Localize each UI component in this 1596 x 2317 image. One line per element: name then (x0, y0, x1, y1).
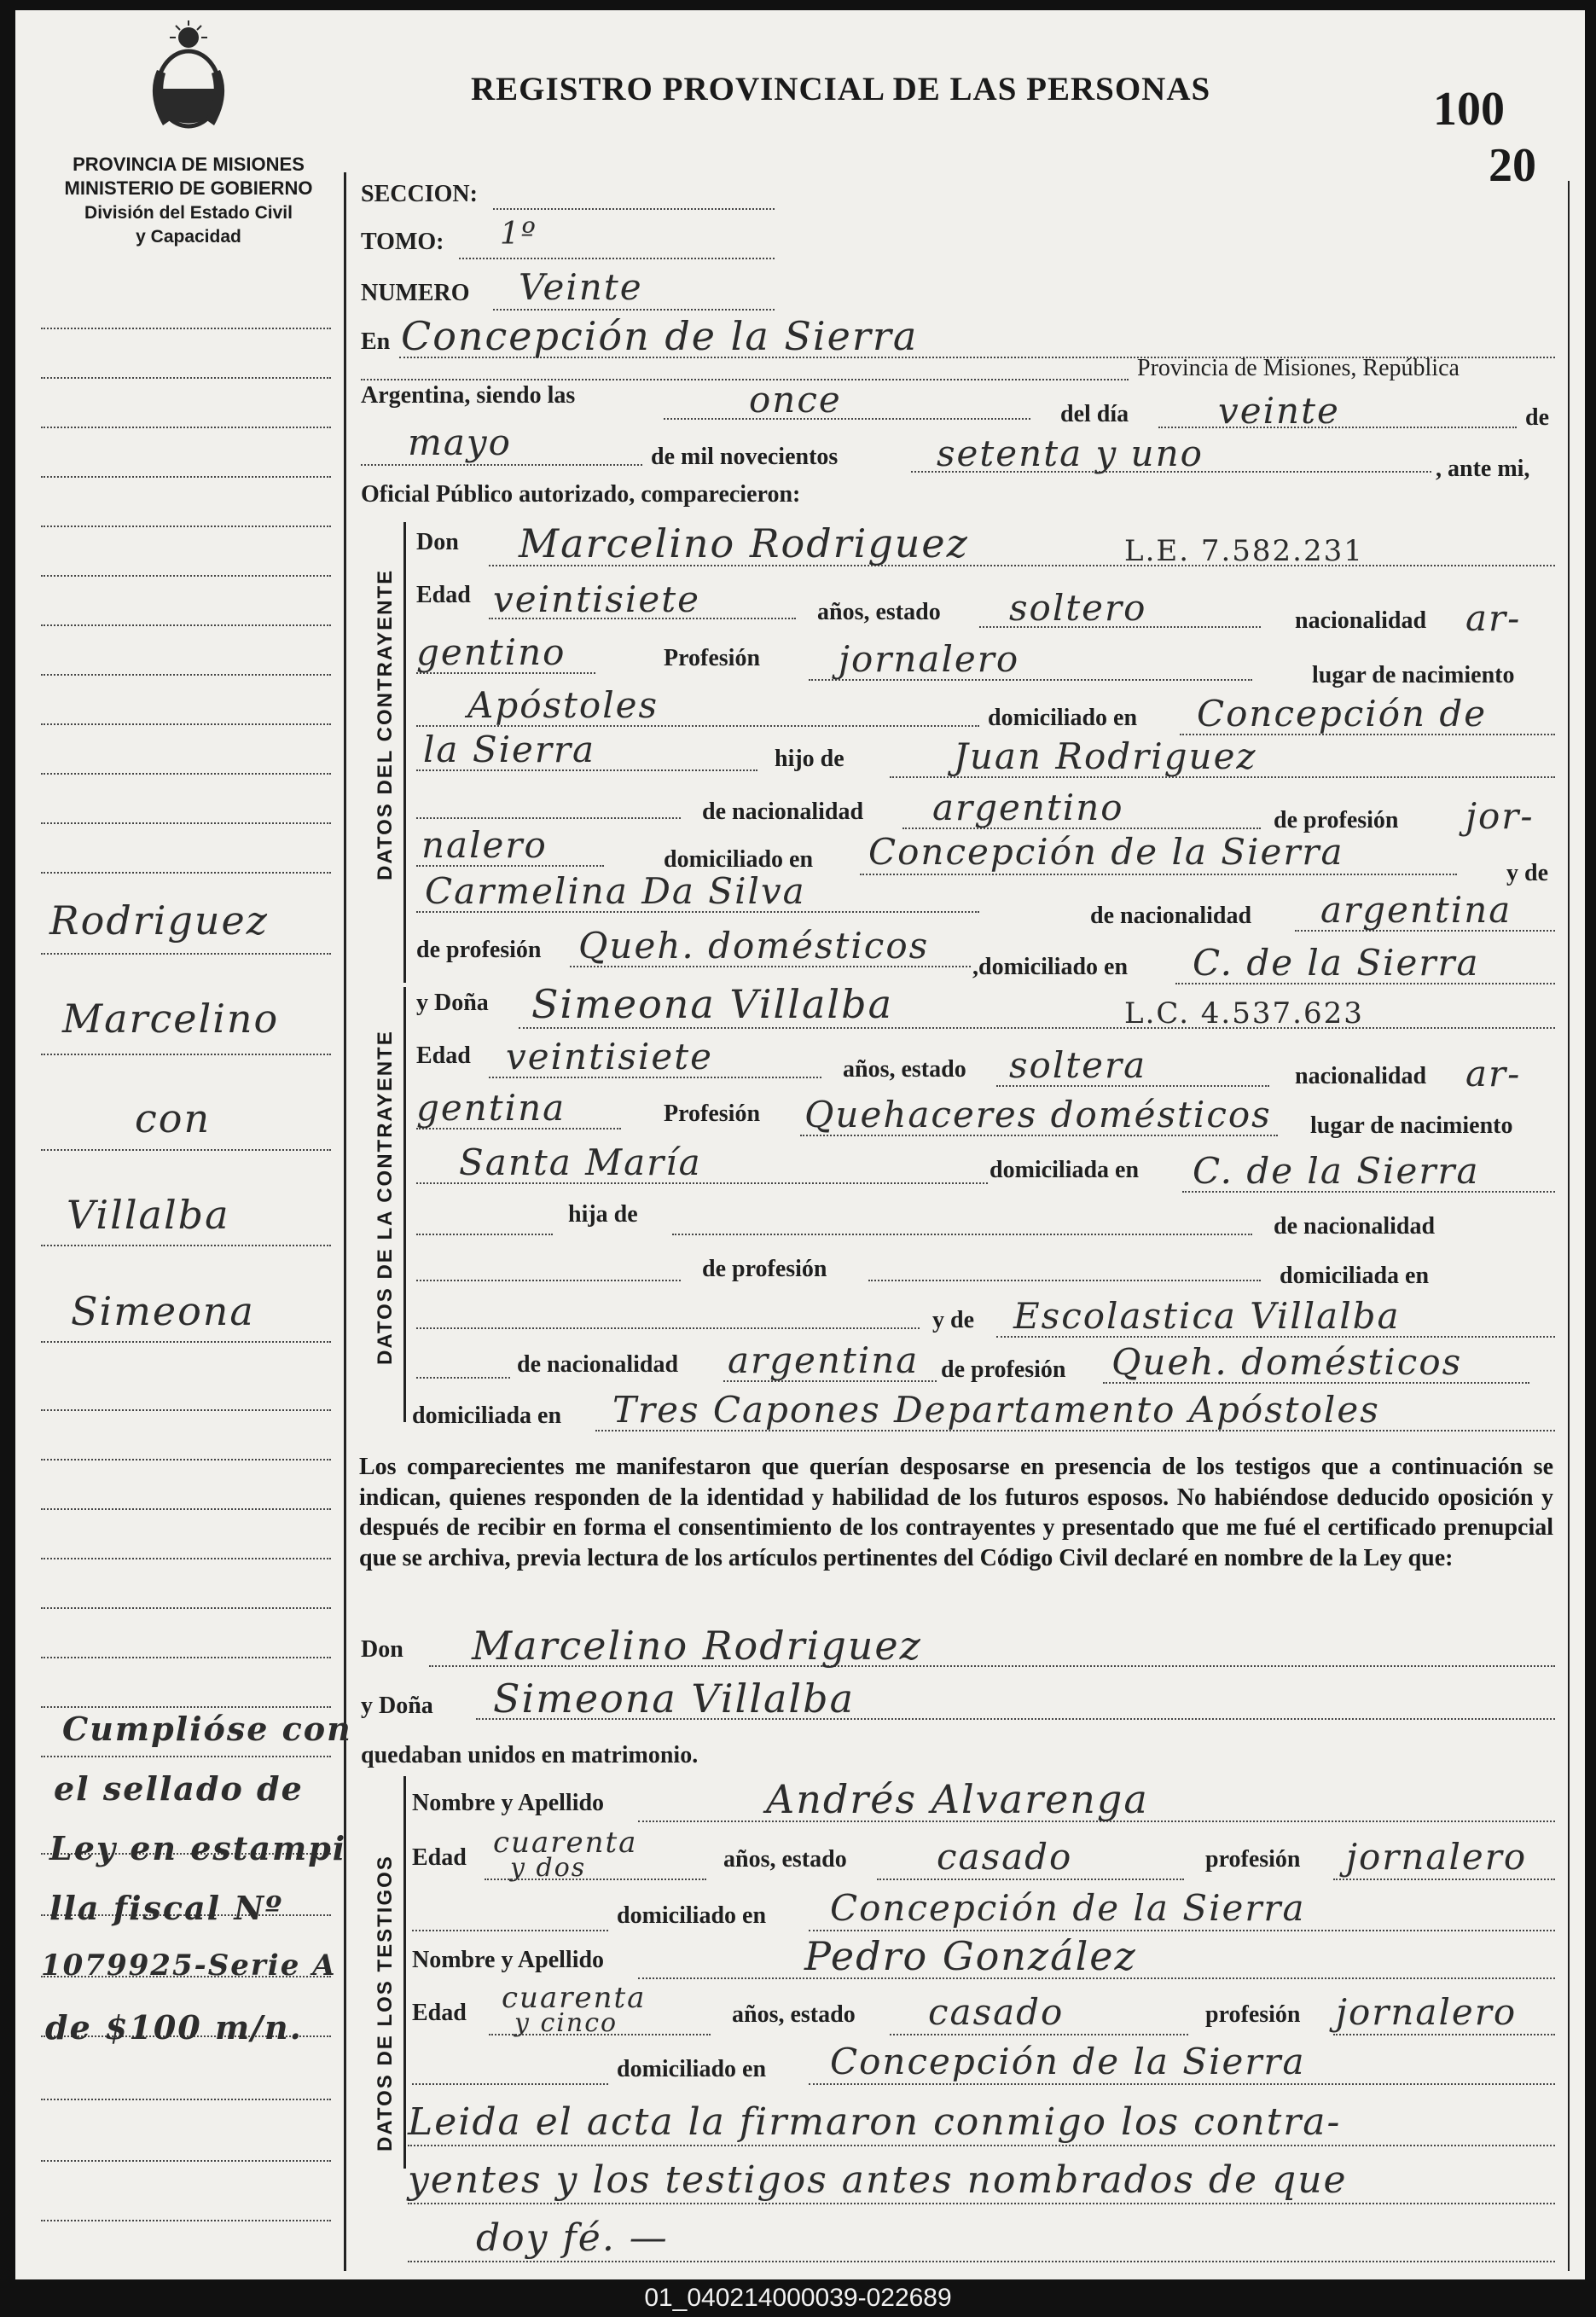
margin-note-bride-surname: Villalba (67, 1192, 230, 1238)
novia-profesion: Quehaceres domésticos (804, 1094, 1272, 1135)
novio-nacionalidad-2: gentino (416, 631, 566, 673)
madre-novia-profesion: Queh. domésticos (1111, 1341, 1463, 1383)
margin-note-bride-firstname: Simeona (71, 1288, 255, 1334)
testigo2-nombre: Pedro González (804, 1933, 1137, 1979)
novia-edad-label: Edad (416, 1042, 471, 1069)
madre-novia-nombre: Escolastica Villalba (1013, 1295, 1401, 1337)
declaracion-dona: Simeona Villalba (493, 1675, 855, 1722)
novia-edad: veintisiete (506, 1036, 713, 1077)
don-label: Don (416, 529, 459, 555)
contrayente-section-label: DATOS DEL CONTRAYENTE (374, 568, 397, 880)
testigos-bracket (403, 1776, 406, 2169)
argentina-text: Argentina, siendo las (361, 382, 576, 409)
tomo-value: 1º (500, 217, 537, 252)
padre-nac-label: de nacionalidad (702, 798, 864, 825)
cierre-line-3: doy fé. — (476, 2216, 669, 2260)
novio-nombre: Marcelino Rodriguez (519, 520, 969, 566)
stamp-note-line-5: 1079925-Serie A (41, 1948, 337, 1983)
coat-of-arms-emblem (142, 19, 235, 147)
madre-novia-dom-label: domiciliada en (412, 1402, 562, 1429)
novia-documento: L.C. 4.537.623 (1124, 996, 1364, 1031)
madre-novia-domicilio: Tres Capones Departamento Apóstoles (612, 1389, 1380, 1431)
del-dia-label: del día (1060, 401, 1129, 427)
testigos-section-label: DATOS DE LOS TESTIGOS (374, 1855, 397, 2152)
novio-anios-estado: años, estado (817, 599, 941, 625)
t1-nombre-label: Nombre y Apellido (412, 1790, 605, 1816)
dona-label: y Doña (416, 990, 489, 1016)
t1-profesion-label: profesión (1205, 1846, 1301, 1873)
tomo-label: TOMO: (361, 229, 444, 255)
hija-de-label: hija de (568, 1201, 638, 1228)
novia-anios-estado: años, estado (843, 1056, 966, 1083)
t2-edad-label: Edad (412, 2000, 467, 2026)
testigo1-edad-1: cuarenta (493, 1826, 638, 1860)
madre-novio-nacionalidad: argentina (1320, 889, 1512, 931)
novia-profesion-label: Profesión (664, 1100, 761, 1127)
testigo1-edad-2: y dos (510, 1853, 587, 1883)
testigo2-domicilio: Concepción de la Sierra (830, 2041, 1306, 2082)
margin-note-surname: Rodriguez (49, 897, 270, 944)
novia-de-nac-label: de nacionalidad (1274, 1213, 1436, 1240)
page-title: REGISTRO PROVINCIAL DE LAS PERSONAS (471, 71, 1211, 107)
novio-domiciliado-label: domiciliado en (988, 705, 1138, 731)
novia-domiciliada-en-label: domiciliada en (1280, 1263, 1430, 1289)
novio-documento: L.E. 7.582.231 (1124, 534, 1364, 568)
testigo2-edad-1: cuarenta (502, 1981, 647, 2015)
novia-y-de-label: y de (932, 1307, 974, 1333)
madre-novio-profesion: Queh. domésticos (578, 925, 930, 967)
novio-estado: soltero (1009, 587, 1147, 629)
image-id-footer: 01_040214000039-022689 (644, 2284, 952, 2312)
stamp-note-line-6: de $100 m/n. (45, 2008, 303, 2047)
novia-domicilio: C. de la Sierra (1193, 1150, 1480, 1192)
testigo2-estado: casado (928, 1991, 1065, 2033)
padre-profesion-2: nalero (421, 824, 548, 866)
testigo1-domicilio: Concepción de la Sierra (830, 1887, 1306, 1929)
padre-domiciliado-label: domiciliado en (664, 846, 814, 873)
stamp-note-line-1: Cumplióse con (62, 1710, 352, 1748)
numero-value: Veinte (519, 266, 643, 308)
madre-novio-prof-label: de profesión (416, 937, 542, 963)
declaracion-texto: Los comparecientes me manifestaron que querían desposarse en presencia de los testigos que a continuación se indican, quienes responden de la identidad y habilidad de los futuros esposos. No habiéndose deducido oposición y después de recibir en forma el consentimiento de los contrayentes y presentado que me fué el certificado prenupcial que se archiva, previa lectura de los artículos pertinentes del Código Civil declaré en nombre de la Ley que: (359, 1454, 1553, 1571)
hora-value: once (749, 379, 842, 421)
novio-profesion: jornalero (839, 638, 1020, 680)
t1-edad-label: Edad (412, 1844, 467, 1871)
en-label: En (361, 328, 391, 355)
testigo2-edad-2: y cinco (514, 2008, 618, 2038)
testigo2-profesion: jornalero (1336, 1991, 1518, 2033)
novia-nacionalidad-2: gentina (416, 1087, 566, 1129)
de-label: de (1525, 404, 1549, 431)
novio-nacionalidad-1: ar- (1465, 597, 1522, 639)
madre-novia-nac-label: de nacionalidad (517, 1351, 679, 1378)
padre-nombre: Juan Rodriguez (954, 735, 1257, 777)
stamp-note-line-4: lla fiscal Nº (49, 1889, 284, 1927)
margin-note-con: con (135, 1095, 212, 1141)
contrayenta-bracket (403, 987, 406, 1422)
provincia-text: Provincia de Misiones, República (1137, 355, 1460, 381)
madre-novio-nombre: Carmelina Da Silva (425, 870, 806, 912)
novio-edad-label: Edad (416, 582, 471, 608)
ante-mi-text: , ante mi, (1436, 456, 1530, 482)
division-line-1: División del Estado Civil (84, 203, 293, 223)
cierre-line-1: Leida el acta la firmaron conmigo los contra- (408, 2100, 1342, 2144)
margin-note-firstname: Marcelino (62, 996, 280, 1042)
anio-value: setenta y uno (937, 433, 1204, 474)
novio-profesion-label: Profesión (664, 645, 761, 671)
novia-de-prof-label: de profesión (702, 1256, 827, 1282)
unidos-text: quedaban unidos en matrimonio. (361, 1742, 699, 1768)
novia-nacionalidad-label: nacionalidad (1295, 1063, 1427, 1089)
novio-nacionalidad-label: nacionalidad (1295, 607, 1427, 634)
seccion-label: SECCION: (361, 181, 478, 207)
novio-domicilio-2: la Sierra (423, 729, 596, 770)
padre-prof-label: de profesión (1274, 807, 1399, 833)
folio-number: 100 (1433, 83, 1505, 136)
novio-lugar-nac: Apóstoles (467, 684, 659, 726)
right-border (1568, 181, 1570, 2271)
novia-lugar-nac-label: lugar de nacimiento (1310, 1112, 1513, 1139)
testigo1-nombre: Andrés Alvarenga (766, 1776, 1149, 1822)
mes-value: mayo (408, 421, 512, 463)
padre-profesion-1: jor- (1465, 795, 1535, 837)
ministry-name: MINISTERIO DE GOBIERNO (64, 177, 313, 199)
novio-domicilio-1: Concepción de (1197, 693, 1488, 735)
madre-novio-dom-label: ,domiciliado en (972, 954, 1129, 980)
madre-novia-nacionalidad: argentina (728, 1339, 920, 1381)
oficial-text: Oficial Público autorizado, comparecieron: (361, 481, 801, 508)
testigo1-profesion: jornalero (1346, 1836, 1528, 1878)
declaracion-dona-label: y Doña (361, 1693, 433, 1719)
province-name: PROVINCIA DE MISIONES (73, 154, 305, 175)
padre-domicilio: Concepción de la Sierra (868, 831, 1344, 873)
contrayente-bracket (403, 522, 406, 983)
novia-lugar-nac: Santa María (459, 1141, 702, 1183)
stamp-note-line-3: Ley en estampi (49, 1829, 347, 1867)
t2-anios-estado: años, estado (732, 2001, 856, 2028)
padre-y-de-label: y de (1506, 860, 1548, 886)
declaracion-don-label: Don (361, 1636, 403, 1663)
lugar-value: Concepción de la Sierra (401, 313, 919, 359)
division-line-2: y Capacidad (136, 227, 241, 247)
stamp-note-line-2: el sellado de (54, 1769, 304, 1808)
hijo-de-label: hijo de (775, 746, 844, 772)
novia-domiciliada-label: domiciliada en (990, 1157, 1140, 1183)
testigo1-estado: casado (937, 1836, 1073, 1878)
t2-domiciliado-label: domiciliado en (617, 2056, 767, 2082)
madre-novia-prof-label: de profesión (941, 1356, 1066, 1383)
cierre-line-2: yentes y los testigos antes nombrados de que (408, 2158, 1348, 2202)
novio-edad: veintisiete (493, 578, 700, 620)
novia-nombre: Simeona Villalba (531, 981, 893, 1027)
civil-registry-page (15, 10, 1585, 2279)
declaracion-don: Marcelino Rodriguez (472, 1623, 922, 1669)
padre-nacionalidad: argentino (932, 787, 1124, 828)
t1-domiciliado-label: domiciliado en (617, 1902, 767, 1929)
contrayenta-section-label: DATOS DE LA CONTRAYENTE (374, 1030, 397, 1365)
t1-anios-estado: años, estado (723, 1846, 847, 1873)
margin-divider (344, 172, 346, 2271)
numero-label: NUMERO (361, 280, 470, 306)
de-mil-label: de mil novecientos (651, 444, 839, 470)
dia-value: veinte (1218, 390, 1340, 432)
novia-estado: soltera (1009, 1044, 1147, 1086)
madre-novio-nac-label: de nacionalidad (1090, 903, 1252, 929)
novia-nacionalidad-1: ar- (1465, 1053, 1522, 1095)
t2-profesion-label: profesión (1205, 2001, 1301, 2028)
act-number: 20 (1489, 139, 1536, 192)
novio-lugar-nac-label: lugar de nacimiento (1312, 662, 1515, 688)
t2-nombre-label: Nombre y Apellido (412, 1947, 605, 1973)
madre-novio-domicilio: C. de la Sierra (1193, 942, 1480, 984)
